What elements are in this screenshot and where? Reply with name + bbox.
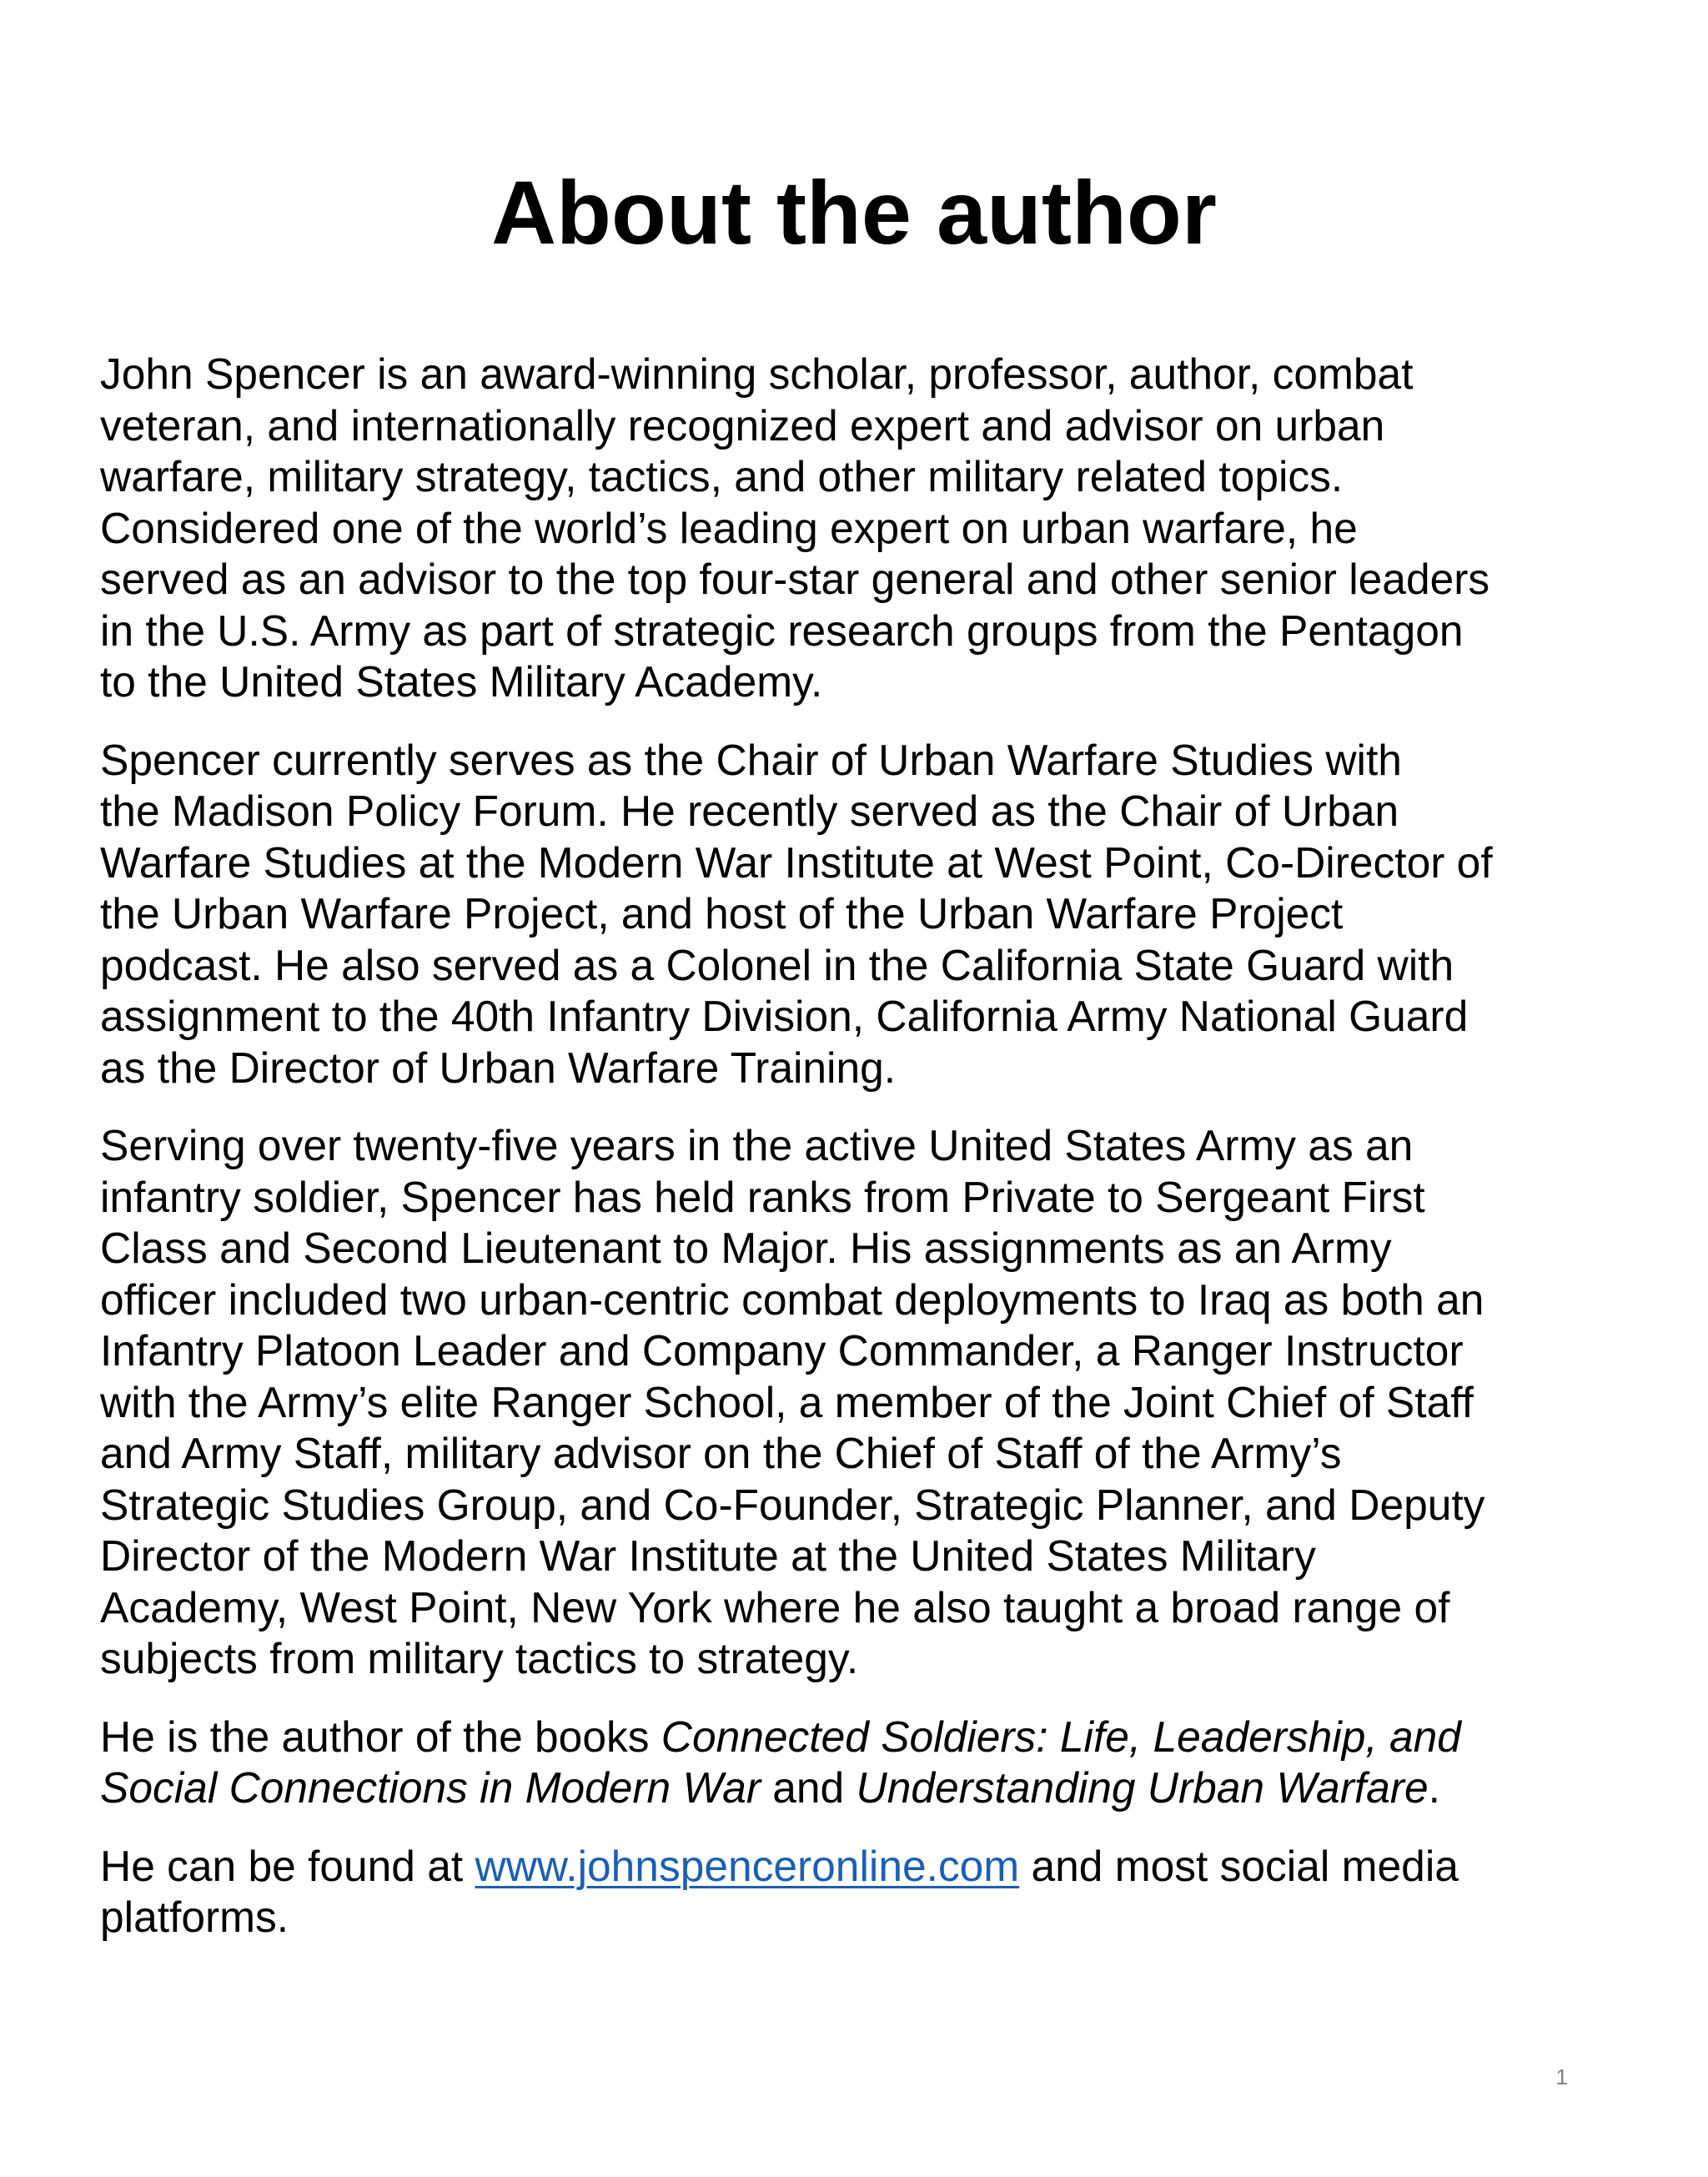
contact-intro-text: He can be found at — [100, 1841, 475, 1890]
text-line: Infantry Platoon Leader and Company Commander, a Ranger Instructor — [100, 1326, 1464, 1375]
text-line — [100, 1841, 1651, 1893]
text-line: warfare, military strategy, tactics, and other military related topics. — [100, 452, 1344, 500]
bio-paragraph-books — [100, 1712, 1651, 1814]
page-number: 1 — [1555, 2064, 1568, 2089]
books-conjunction: and — [760, 1763, 857, 1812]
bio-paragraph-2 — [100, 735, 1651, 1094]
text-line: Strategic Studies Group, and Co-Founder, Strategic Planner, and Deputy — [100, 1480, 1485, 1529]
text-line: infantry soldier, Spencer has held ranks from Private to Sergeant First — [100, 1172, 1425, 1221]
text-line: platforms. — [100, 1893, 289, 1941]
text-line: the Urban Warfare Project, and host of the Urban Warfare Project — [100, 889, 1344, 938]
text-line: assignment to the 40th Infantry Division, California Army National Guard — [100, 992, 1469, 1040]
page-title: About the author — [491, 162, 1217, 263]
bio-paragraph-contact — [100, 1841, 1651, 1943]
text-line: Director of the Modern War Institute at the United States Military — [100, 1531, 1316, 1580]
text-line: Class and Second Lieutenant to Major. His assignments as an Army — [100, 1224, 1392, 1272]
text-line: podcast. He also served as a Colonel in the California State Guard with — [100, 940, 1454, 989]
text-line: Serving over twenty-five years in the active United States Army as an — [100, 1121, 1414, 1169]
text-line: officer included two urban-centric combat deployments to Iraq as both an — [100, 1275, 1484, 1324]
text-line: Academy, West Point, New York where he also taught a broad range of — [100, 1582, 1450, 1631]
text-line: Spencer currently serves as the Chair of Urban Warfare Studies with — [100, 735, 1402, 784]
text-line — [100, 1762, 1651, 1814]
bio-paragraph-3 — [100, 1120, 1651, 1685]
text-line: served as an advisor to the top four-star general and other senior leaders — [100, 555, 1490, 603]
books-period: . — [1428, 1763, 1440, 1812]
book-title-connected-soldiers: Connected Soldiers: Life, Leadership, and — [661, 1712, 1461, 1761]
book-title-understanding-urban-warfare: Understanding Urban Warfare — [856, 1763, 1429, 1812]
text-line: the Madison Policy Forum. He recently served as the Chair of Urban — [100, 787, 1399, 835]
text-line: Warfare Studies at the Modern War Institute at West Point, Co-Director of — [100, 837, 1493, 887]
contact-suffix-text: and most social media — [1019, 1841, 1459, 1890]
books-intro-text: He is the author of the books — [100, 1712, 661, 1761]
text-line: Considered one of the world’s leading expert on urban warfare, he — [100, 503, 1358, 552]
bio-paragraph-1 — [100, 349, 1651, 708]
text-line: to the United States Military Academy. — [100, 657, 823, 706]
text-line: John Spencer is an award-winning scholar, professor, author, combat — [100, 349, 1414, 398]
website-link[interactable]: www.johnspenceronline.com — [475, 1841, 1020, 1890]
text-line: in the U.S. Army as part of strategic research groups from the Pentagon — [100, 606, 1464, 655]
text-line: with the Army’s elite Ranger School, a member of the Joint Chief of Staff — [100, 1377, 1474, 1426]
text-line: and Army Staff, military advisor on the Chief of Staff of the Army’s — [100, 1429, 1342, 1477]
book-title-connected-soldiers-cont: Social Connections in Modern War — [100, 1763, 761, 1812]
text-line: as the Director of Urban Warfare Training. — [100, 1043, 897, 1092]
text-line — [100, 1712, 1651, 1763]
text-line: veteran, and internationally recognized expert and advisor on urban — [100, 400, 1385, 450]
author-bio — [100, 349, 1651, 1970]
text-line: subjects from military tactics to strategy. — [100, 1634, 859, 1682]
